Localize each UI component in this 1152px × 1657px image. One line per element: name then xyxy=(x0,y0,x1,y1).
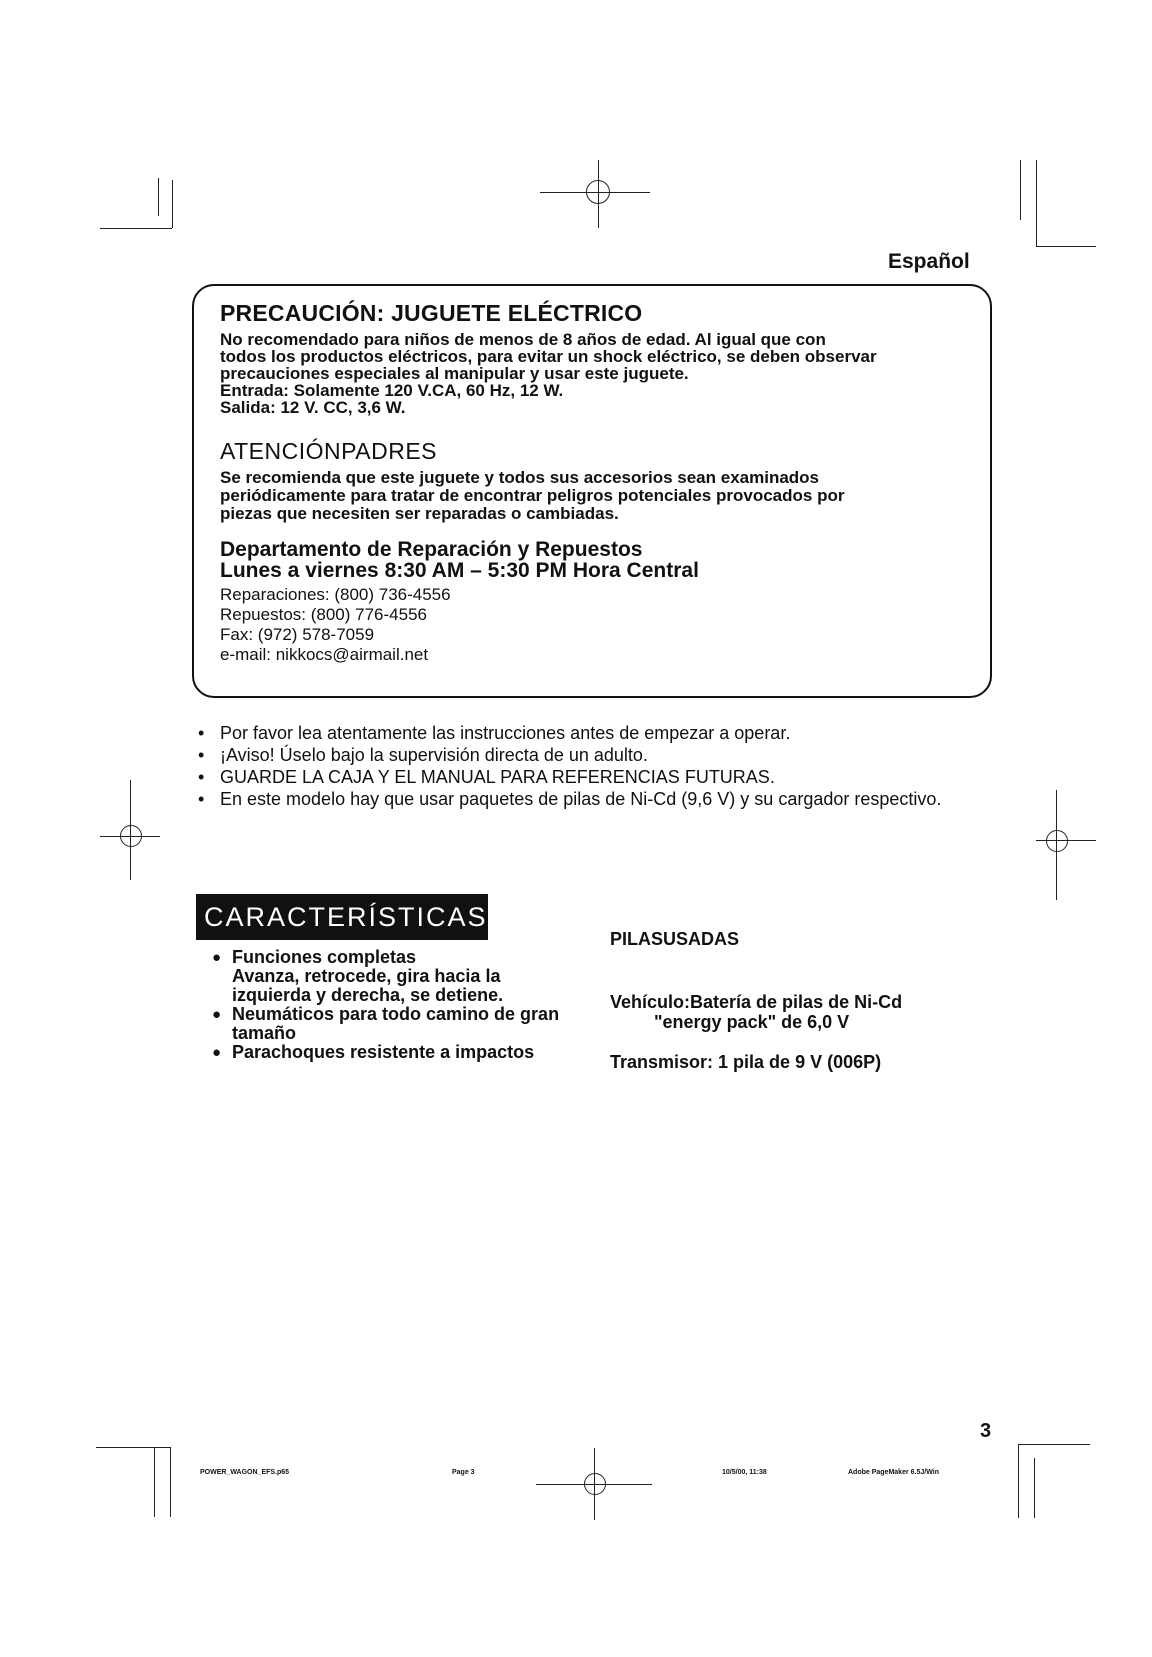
parents-title: ATENCIÓNPADRES xyxy=(220,438,438,464)
features-list: ● Funciones completas Avanza, retrocede, gira hacia la izquierda y derecha, se detiene. ● Neumáticos para todo camino de gran tamaño ● Parachoques resistente a impactos xyxy=(212,948,612,1062)
list-item: ● Funciones completas xyxy=(212,948,612,967)
warning-box xyxy=(192,284,992,698)
transmitter-battery: Transmisor: 1 pila de 9 V (006P) xyxy=(610,1052,882,1072)
footer-file: POWER_WAGON_EFS.p65 xyxy=(200,1469,290,1476)
parents-body: Se recomienda que este juguete y todos sus accesorios sean examinados periódicamente para tratar de encontrar peligros potenciales provocados por piezas que necesiten ser reparadas o cambiadas. xyxy=(220,468,845,523)
repairs-phone: Reparaciones: (800) 736-4556 xyxy=(220,585,451,604)
page-number: 3 xyxy=(980,1420,992,1442)
fax-number: Fax: (972) 578-7059 xyxy=(220,625,375,644)
footer-date: 10/5/00, 11:38 xyxy=(722,1469,767,1476)
notices-list xyxy=(198,722,998,810)
service-hours: Lunes a viernes 8:30 AM – 5:30 PM Hora Central xyxy=(220,559,699,582)
warning-body: No recomendado para niños de menos de 8 años de edad. Al igual que con todos los productos eléctricos, para evitar un shock eléctrico, se deben observar precauciones especiales al manipular y usar este juguete. xyxy=(220,330,877,383)
list-item: • GUARDE LA CAJA Y EL MANUAL PARA REFERENCIAS FUTURAS. xyxy=(198,766,998,788)
list-item: ● Parachoques resistente a impactos xyxy=(212,1043,612,1062)
language-label: Español xyxy=(888,250,970,273)
vehicle-battery-detail: "energy pack" de 6,0 V xyxy=(654,1012,850,1032)
service-title: Departamento de Reparación y Repuestos xyxy=(220,538,643,561)
list-item: ● Neumáticos para todo camino de gran xyxy=(212,1005,612,1024)
parts-phone: Repuestos: (800) 776-4556 xyxy=(220,605,427,624)
features-banner: CARACTERÍSTICAS xyxy=(196,894,488,940)
power-output: Salida: 12 V. CC, 3,6 W. xyxy=(220,398,406,417)
list-item: • En este modelo hay que usar paquetes de pilas de Ni-Cd (9,6 V) y su cargador respectivo. xyxy=(198,788,998,810)
list-item: • ¡Aviso! Úselo bajo la supervisión directa de un adulto. xyxy=(198,744,998,766)
power-input: Entrada: Solamente 120 V.CA, 60 Hz, 12 W. xyxy=(220,381,564,400)
email-address: e-mail: nikkocs@airmail.net xyxy=(220,645,429,664)
service-contacts xyxy=(220,585,980,665)
warning-title: PRECAUCIÓN: JUGUETE ELÉCTRICO xyxy=(220,300,643,326)
list-item: • Por favor lea atentamente las instrucciones antes de empezar a operar. xyxy=(198,722,998,744)
footer-page: Page 3 xyxy=(452,1469,475,1476)
vehicle-battery: Vehículo:Batería de pilas de Ni-Cd xyxy=(610,992,903,1012)
footer-software: Adobe PageMaker 6.5J/Win xyxy=(848,1469,939,1476)
batteries-title: PILASUSADAS xyxy=(610,929,740,949)
